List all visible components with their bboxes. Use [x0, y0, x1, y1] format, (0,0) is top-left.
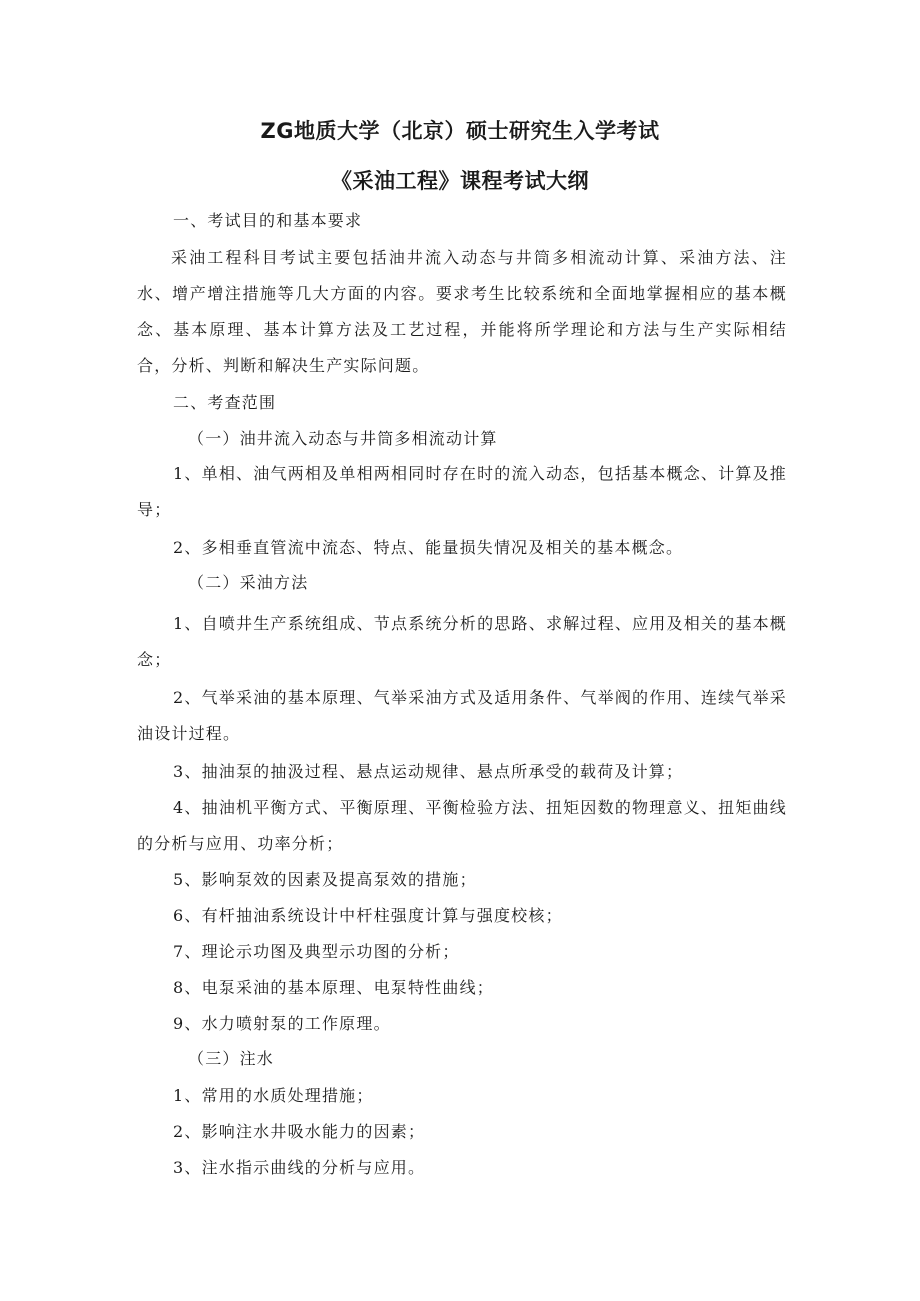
subsection-heading: （一）油井流入动态与井筒多相流动计算: [188, 429, 498, 448]
list-item: 3、抽油泵的抽汲过程、悬点运动规律、悬点所承受的载荷及计算；: [173, 762, 684, 781]
list-item: 1、常用的水质处理措施；: [173, 1086, 374, 1105]
document-title: ZG地质大学（北京）硕士研究生入学考试: [260, 119, 660, 143]
list-item: 4、抽油机平衡方式、平衡原理、平衡检验方法、扭矩因数的物理意义、扭矩曲线的分析与应用、功率分析；: [137, 798, 787, 853]
list-item: 2、影响注水井吸水能力的因素；: [173, 1122, 426, 1141]
list-item: 8、电泵采油的基本原理、电泵特性曲线；: [173, 978, 494, 997]
list-item: 2、气举采油的基本原理、气举采油方式及适用条件、气举阀的作用、连续气举采油设计过程。: [137, 688, 787, 743]
section-heading: 一、考试目的和基本要求: [173, 211, 363, 230]
list-item: 9、水力喷射泵的工作原理。: [173, 1014, 391, 1033]
list-item: 2、多相垂直管流中流态、特点、能量损失情况及相关的基本概念。: [173, 538, 684, 557]
section-heading: 二、考查范围: [173, 393, 277, 412]
list-item: 1、单相、油气两相及单相两相同时存在时的流入动态，包括基本概念、计算及推导；: [137, 464, 787, 519]
list-item: 6、有杆抽油系统设计中杆柱强度计算与强度校核；: [173, 906, 563, 925]
list-item: 3、注水指示曲线的分析与应用。: [173, 1158, 426, 1177]
document-subtitle: 《采油工程》课程考试大纲: [331, 169, 589, 193]
section-paragraph: 采油工程科目考试主要包括油井流入动态与井筒多相流动计算、采油方法、注水、增产增注措施等几大方面的内容。要求考生比较系统和全面地掌握相应的基本概念、基本原理、基本计算方法及工艺过程，并能将所学理论和方法与生产实际相结合，分析、判断和解决生产实际问题。: [137, 248, 787, 375]
list-item: 7、理论示功图及典型示功图的分析；: [173, 942, 460, 961]
subsection-heading: （二）采油方法: [188, 573, 309, 592]
list-item: 1、自喷井生产系统组成、节点系统分析的思路、求解过程、应用及相关的基本概念；: [137, 614, 787, 669]
list-item: 5、影响泵效的因素及提高泵效的措施；: [173, 870, 477, 889]
subsection-heading: （三）注水: [188, 1049, 275, 1068]
